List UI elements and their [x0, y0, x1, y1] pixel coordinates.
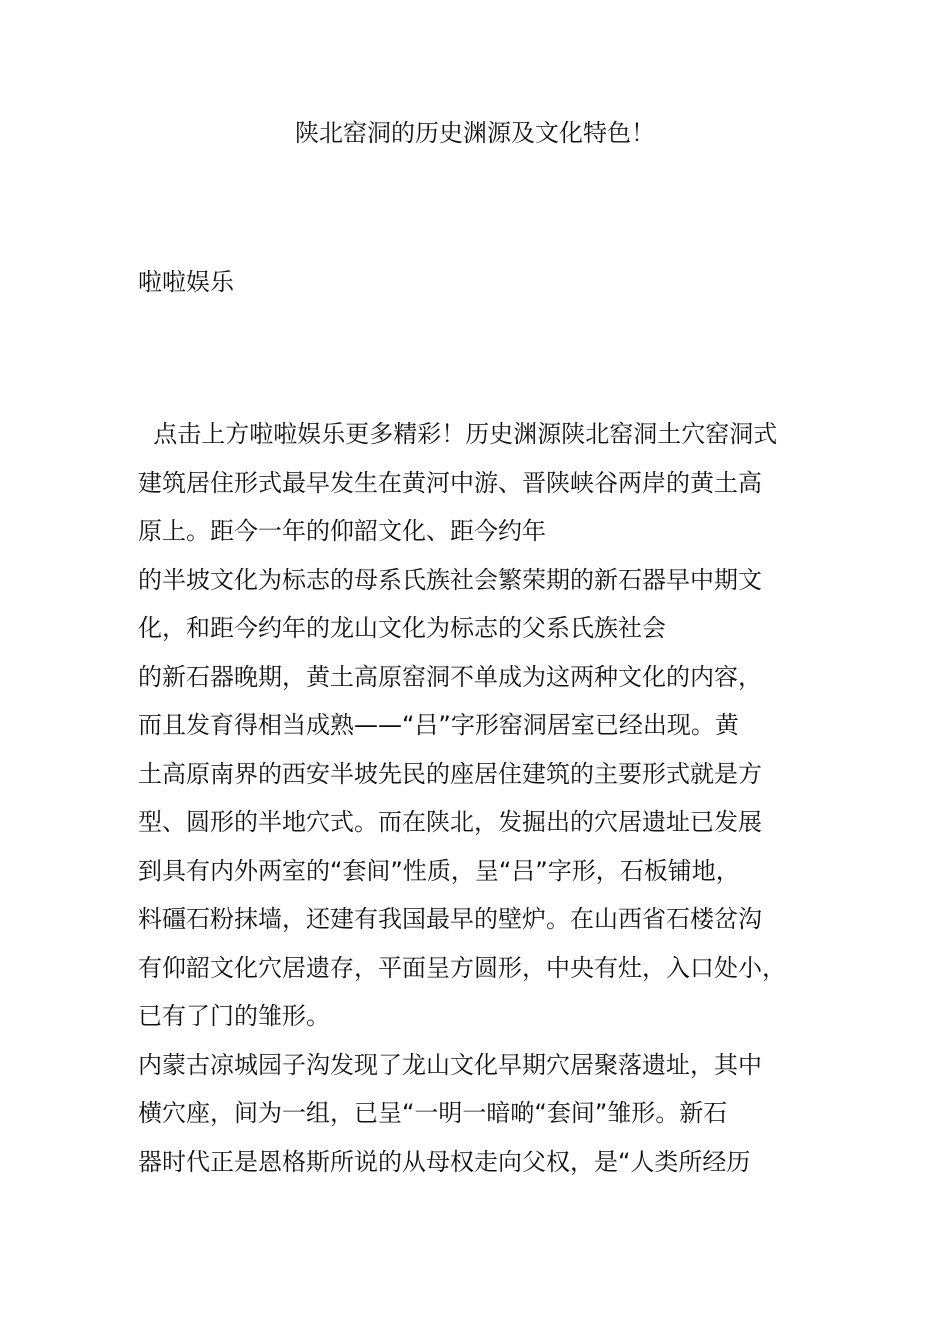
body-line: 化，和距今约年的龙山文化为标志的父系氏族社会 — [138, 614, 666, 642]
document-body — [138, 410, 828, 1186]
body-line: 建筑居住形式最早发生在黄河中游、晋陕峡谷两岸的黄土高 — [138, 468, 762, 497]
body-line: 而且发育得相当成熟——“吕”字形窑洞居室已经出现。黄 — [138, 711, 739, 739]
body-line: 有仰韶文化穴居遗存，平面呈方圆形，中央有灶，入口处小， — [138, 953, 786, 982]
body-line: 横穴座，间为一组，已呈“一明一暗啲“套间”雏形。新石 — [138, 1099, 728, 1127]
body-line: 器时代正是恩格斯所说的从母权走向父权，是“人类所经历 — [138, 1147, 751, 1176]
body-line: 已有了门的雏形。 — [138, 1002, 330, 1030]
body-line: 原上。距今一年的仰韶文化、距今约年 — [138, 517, 546, 545]
body-line: 到具有内外两室的“套间”性质，呈“吕”字形，石板铺地， — [138, 856, 740, 885]
body-line: 点击上方啦啦娱乐更多精彩！历史渊源陕北窑洞土穴窑洞式 — [138, 420, 778, 448]
body-line: 的新石器晚期，黄土高原窑洞不单成为这两种文化的内容， — [138, 662, 762, 691]
document-author: 啦啦娱乐 — [138, 268, 234, 296]
body-line: 的半坡文化为标志的母系氏族社会繁荣期的新石器早中期文 — [138, 565, 762, 594]
body-line: 型、圆形的半地穴式。而在陕北，发掘出的穴居遗址已发展 — [138, 808, 762, 836]
body-line: 内蒙古凉城园子沟发现了龙山文化早期穴居聚落遗址，其中 — [138, 1050, 762, 1079]
body-line: 土高原南界的西安半坡先民的座居住建筑的主要形式就是方 — [138, 759, 762, 788]
body-line: 料礓石粉抹墙，还建有我国最早的壁炉。在山西省石楼岔沟 — [138, 905, 762, 933]
document-title: 陕北窑洞的历史渊源及文化特色！ — [295, 119, 655, 147]
